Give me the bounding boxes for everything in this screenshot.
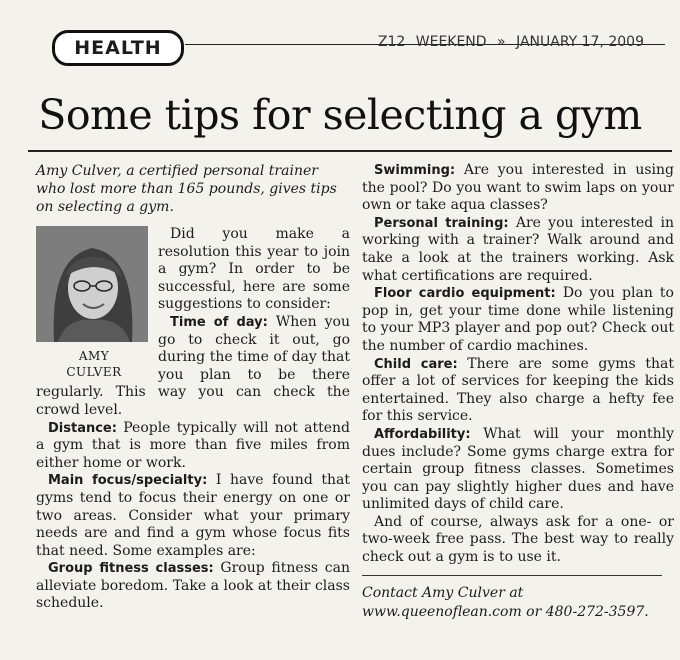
tip-lead: Group fitness classes: (48, 561, 214, 577)
tip-lead: Time of day: (170, 314, 268, 330)
folio-separator: » (497, 34, 506, 50)
page-number: Z12 (377, 34, 406, 50)
tip-text: People typically will not attend a gym that is more than five miles from either home or work. (36, 419, 350, 471)
headline-rule (28, 150, 672, 152)
tip-paragraph (362, 426, 674, 514)
contact-details: www.queenoflean.com or 480-272-3597. (362, 603, 649, 620)
tip-text: I have found that gyms tend to focus their energy on one or two areas. Consider what your primary needs are and find a gym whose focus fits that need. Some examples are: (36, 472, 351, 559)
photo-caption (36, 348, 152, 380)
author-photo (36, 226, 148, 342)
tip-lead: Swimming: (374, 163, 456, 178)
folio (372, 34, 644, 50)
tip-paragraph (362, 285, 674, 355)
intro-paragraph: Did you make a resolution this year to join a gym? In order to be successful, here are some suggestions to consider: (158, 226, 350, 313)
headline: Some tips for selecting a gym (38, 91, 642, 139)
page-header (0, 0, 680, 74)
contact-line: Contact Amy Culver at (362, 584, 524, 601)
edition-name: WEEKEND (415, 34, 487, 50)
tip-paragraph (362, 215, 674, 285)
tip-text: There are some gyms that offer a lot of services for keeping the kids entertained. They also charge a hefty fee for this service. (362, 355, 674, 425)
author-photo-block (36, 226, 152, 380)
contact-rule (362, 575, 662, 576)
closing-paragraph: And of course, always ask for a one- or two-week free pass. The best way to really check out a gym is to use it. (362, 513, 674, 566)
tip-paragraph (36, 420, 350, 473)
tip-lead: Distance: (48, 420, 117, 436)
contact-block (362, 584, 674, 622)
tip-paragraph (36, 560, 350, 613)
tip-text: Do you plan to pop in, get your time done while listening to your MP3 player and pop out? Check out the number of cardio machines. (362, 285, 674, 354)
tip-lead: Main focus/specialty: (48, 473, 208, 489)
article-column-right (362, 162, 674, 622)
tip-text: Group fitness can alleviate boredom. Take a look at their class schedule. (36, 560, 350, 612)
tip-text: What will your monthly dues include? Some gyms charge extra for certain group fitness classes. Sometimes you can pay slightly higher dues and have unlimited days of child care. (362, 425, 674, 513)
caption-first-name: AMY (78, 349, 110, 363)
tip-lead: Personal training: (374, 215, 509, 231)
tip-paragraph (362, 162, 674, 215)
section-label: HEALTH (52, 30, 184, 66)
tip-text: Are you interested in using the pool? Do you want to swim laps on your own or take aqua classes? (362, 162, 674, 214)
tip-lead: Floor cardio equipment: (374, 286, 556, 302)
issue-date: JANUARY 17, 2009 (516, 34, 644, 50)
caption-last-name: CULVER (66, 365, 122, 379)
tip-paragraph (36, 472, 350, 560)
tip-lead: Child care: (374, 356, 458, 372)
tip-text: Are you interested in working with a trainer? Walk around and take a look at the trainers working. Ask what certifications are required. (362, 214, 674, 284)
article-column-left (36, 162, 350, 613)
tip-lead: Affordability: (374, 426, 471, 442)
portrait-image (36, 226, 148, 342)
tip-text: When you go to check it out, go during the time of day that you plan to be there regularly. This way you can check the crowd level. (36, 313, 350, 418)
deck-text: Amy Culver, a certified personal trainer who lost more than 165 pounds, gives tips on selecting a gym. (36, 163, 337, 215)
tip-paragraph (362, 356, 674, 426)
